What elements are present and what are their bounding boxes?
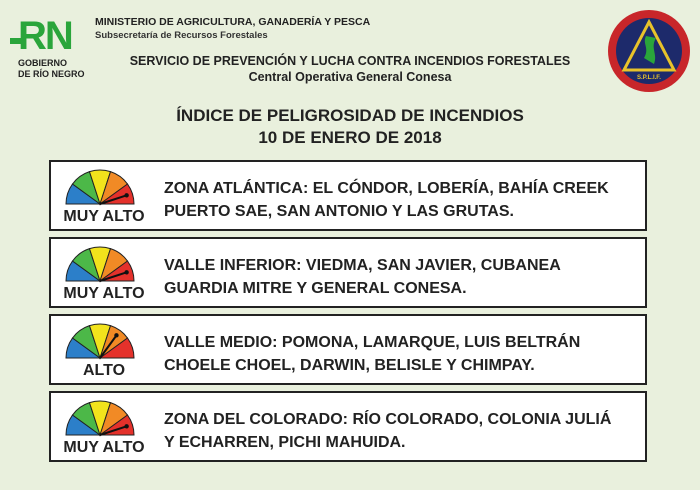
zone-description-line2: Y ECHARREN, PICHI MAHUIDA. — [164, 434, 406, 451]
gauge-needle-tip — [124, 270, 128, 274]
gobierno-rio-negro-logo — [10, 16, 90, 80]
splif-emblem-icon — [606, 8, 692, 94]
page-title: ÍNDICE DE PELIGROSIDAD DE INCENDIOS — [176, 106, 524, 125]
page-date: 10 DE ENERO DE 2018 — [258, 128, 442, 147]
gauge-needle-tip — [124, 424, 128, 428]
danger-level-label: MUY ALTO — [63, 285, 145, 302]
danger-level-label: MUY ALTO — [63, 439, 145, 456]
logo-text — [18, 58, 98, 80]
gauge-needle-tip — [124, 193, 128, 197]
zone-row — [49, 160, 647, 231]
emblem-text: S.P.L.I.F. — [637, 75, 661, 81]
central-name: Central Operativa General Conesa — [248, 70, 452, 84]
zone-row — [49, 237, 647, 308]
danger-gauge-icon — [63, 322, 137, 360]
zone-list — [49, 160, 647, 468]
danger-level-label: ALTO — [82, 362, 126, 379]
logo-text-1: GOBIERNO — [18, 58, 68, 68]
service-name: SERVICIO DE PREVENCIÓN Y LUCHA CONTRA INCENDIOS FORESTALES — [129, 54, 571, 68]
zone-description-line1: VALLE INFERIOR: VIEDMA, SAN JAVIER, CUBANEA — [164, 257, 561, 274]
zone-description-line2: CHOELE CHOEL, DARWIN, BELISLE Y CHIMPAY. — [164, 357, 535, 374]
zone-description-line2: PUERTO SAE, SAN ANTONIO Y LAS GRUTAS. — [164, 203, 514, 220]
zone-description-line1: ZONA ATLÁNTICA: EL CÓNDOR, LOBERÍA, BAHÍA CREEK — [164, 180, 609, 197]
zone-description-line1: ZONA DEL COLORADO: RÍO COLORADO, COLONIA JULIÁ — [164, 411, 612, 428]
danger-gauge-icon — [63, 168, 137, 206]
zone-description-line1: VALLE MEDIO: POMONA, LAMARQUE, LUIS BELTRÁN — [164, 334, 581, 351]
danger-gauge-icon — [63, 399, 137, 437]
zone-row — [49, 314, 647, 385]
danger-gauge-icon — [63, 245, 137, 283]
header — [0, 0, 700, 100]
zone-description-line2: GUARDIA MITRE Y GENERAL CONESA. — [164, 280, 467, 297]
ministry-name: MINISTERIO DE AGRICULTURA, GANADERÍA Y PESCA — [95, 16, 371, 28]
logo-mark: RN — [18, 14, 72, 58]
zone-row — [49, 391, 647, 462]
gauge-needle-tip — [114, 333, 118, 337]
danger-level-label: MUY ALTO — [63, 208, 145, 225]
subsecretaria-name: Subsecretaría de Recursos Forestales — [95, 30, 268, 41]
logo-text-2: DE RÍO NEGRO — [18, 69, 85, 79]
